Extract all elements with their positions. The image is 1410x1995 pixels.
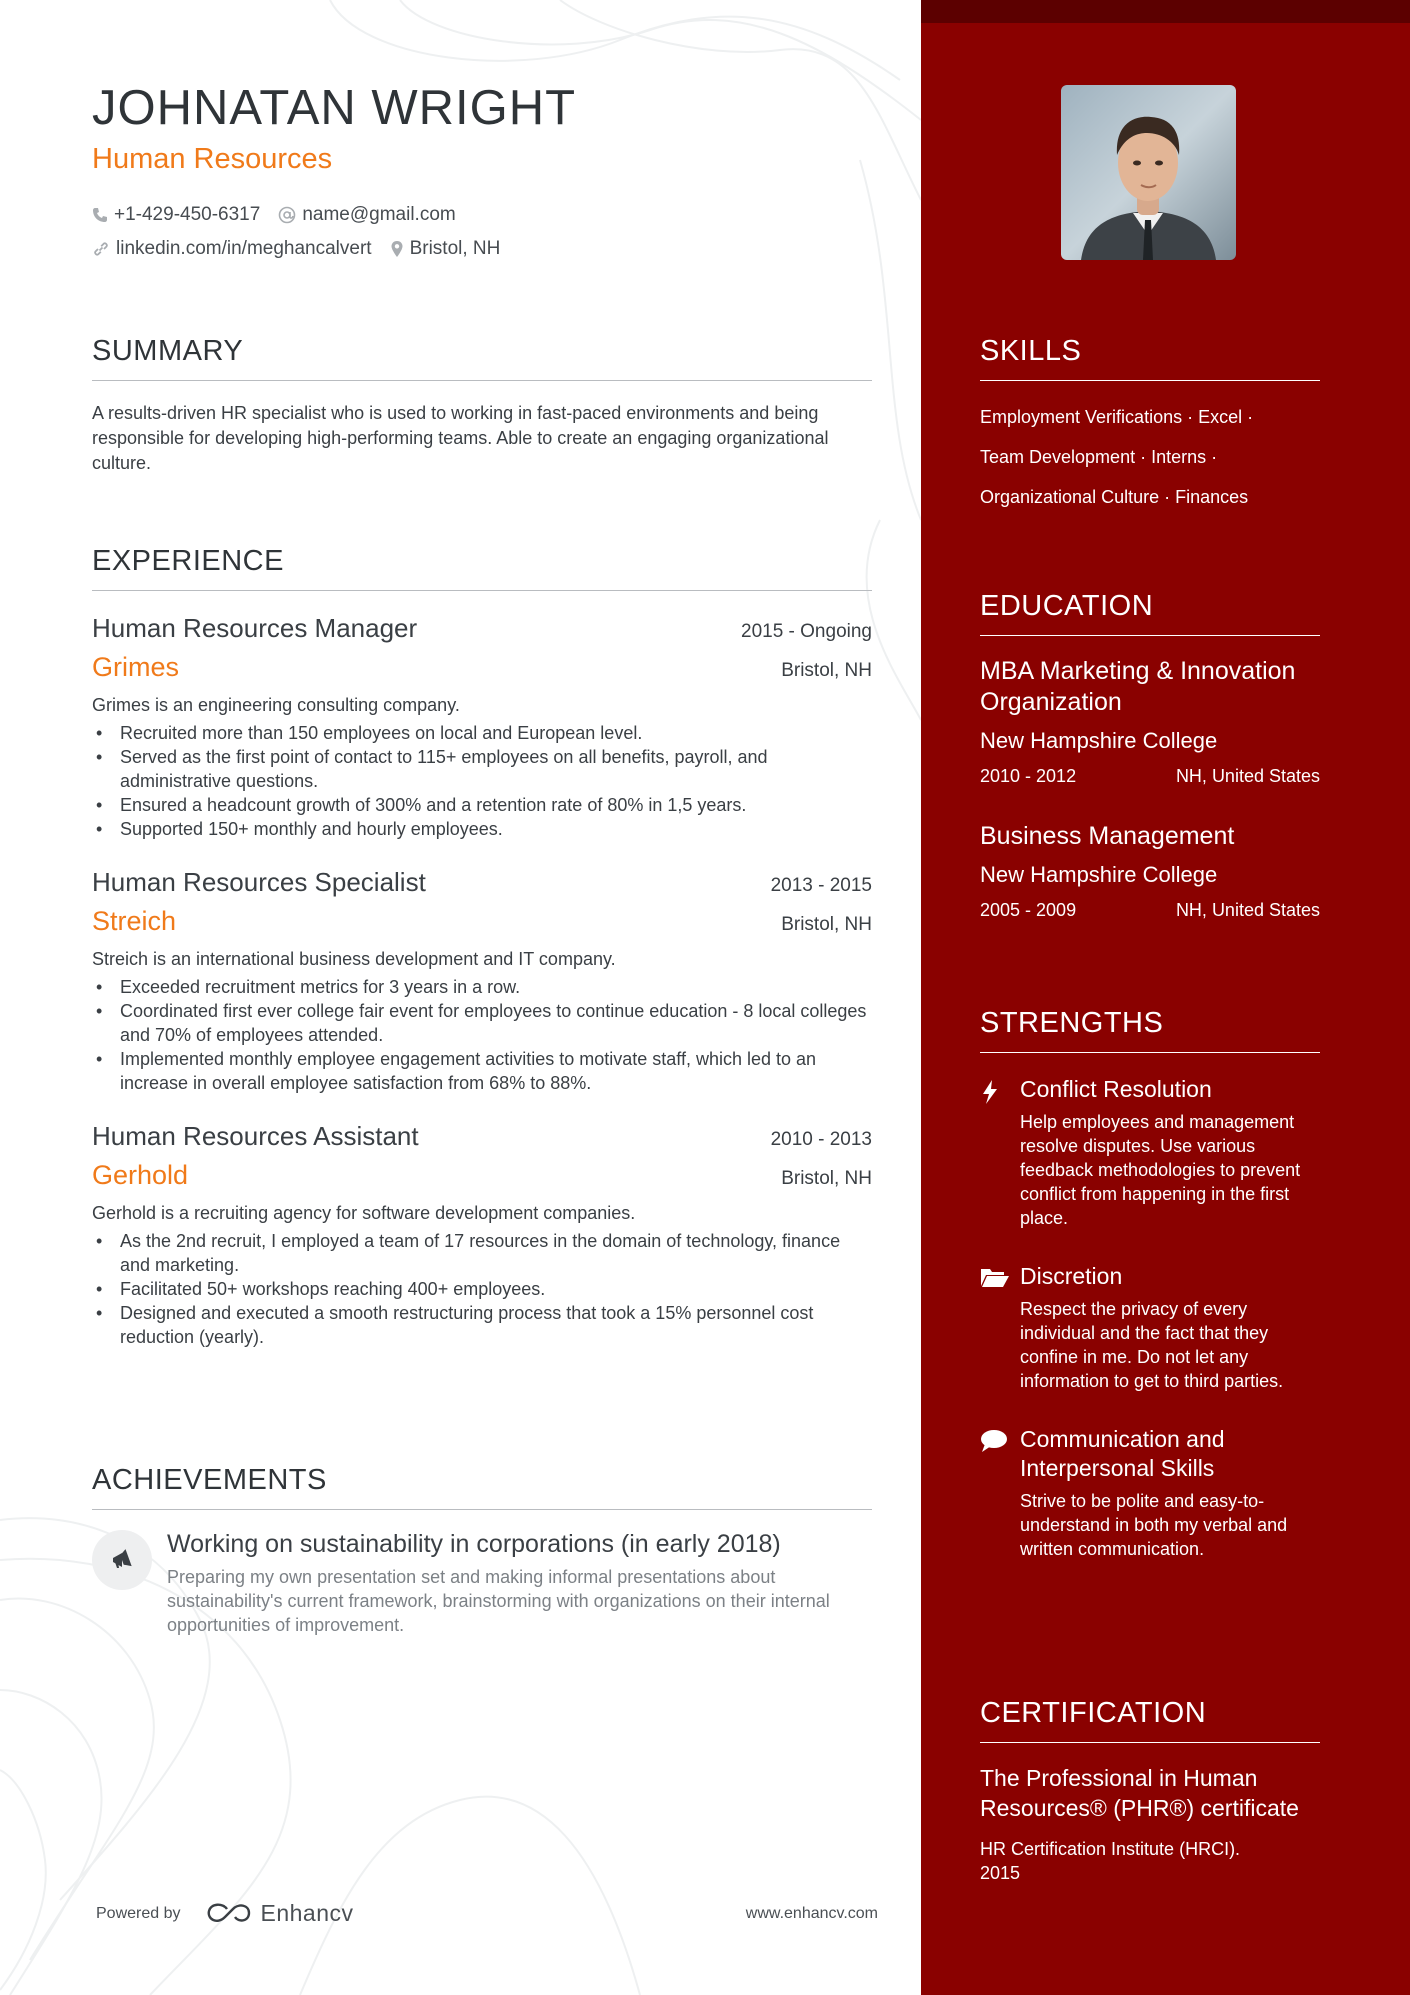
degree-name: Business Management <box>980 822 1235 850</box>
experience-heading: EXPERIENCE <box>92 545 872 591</box>
footer <box>96 1900 878 1927</box>
job-dates: 2013 - 2015 <box>770 875 872 896</box>
job-entry <box>92 1121 872 1349</box>
achievement-description: Preparing my own presentation set and making informal presentations about sustainability's current framework, brainstorming with organizations on their internal opportunities of improvement. <box>167 1567 830 1635</box>
company-description: Grimes is an engineering consulting company. <box>92 695 460 715</box>
certification-section <box>980 1697 1320 1885</box>
powered-by-label: Powered by <box>96 1904 181 1922</box>
linkedin-contact[interactable] <box>92 238 372 260</box>
enhancv-logo-icon <box>205 1901 253 1927</box>
job-title: Human Resources Manager <box>92 613 418 643</box>
education-location: NH, United States <box>1175 900 1320 920</box>
brand-name: Enhancv <box>260 1900 354 1926</box>
degree-name: MBA Marketing & Innovation Organization <box>980 657 1296 716</box>
achievement-title: Working on sustainability in corporations (in early 2018) <box>167 1530 781 1558</box>
company-name: Gerhold <box>92 1160 189 1190</box>
job-bullets <box>92 975 872 1095</box>
certification-issuer: HR Certification Institute (HRCI). <box>980 1839 1241 1859</box>
contact-info <box>92 198 872 266</box>
job-dates: 2015 - Ongoing <box>741 621 872 642</box>
strengths-heading: STRENGTHS <box>980 1007 1320 1053</box>
profile-photo <box>1061 85 1236 260</box>
strength-title: Discretion <box>1020 1263 1123 1289</box>
job-bullet: • Implemented monthly employee engagement activities to motivate staff, which led to an increase in overall employee satisfaction from 68% to 88%. <box>92 1047 872 1095</box>
education-section <box>980 590 1320 921</box>
education-dates: 2010 - 2012 <box>980 766 1077 786</box>
job-location: Bristol, NH <box>781 914 872 935</box>
map-pin-icon <box>390 240 404 258</box>
candidate-name: JOHNATAN WRIGHT <box>92 81 577 135</box>
education-heading: EDUCATION <box>980 590 1320 636</box>
location-text: Bristol, NH <box>409 238 501 259</box>
strength-title: Conflict Resolution <box>1020 1076 1212 1102</box>
achievements-section <box>92 1464 872 1637</box>
folder-open-icon <box>980 1266 1010 1288</box>
company-description: Gerhold is a recruiting agency for software development companies. <box>92 1203 636 1223</box>
website-link[interactable]: www.enhancv.com <box>745 1904 878 1922</box>
job-bullet: • Served as the first point of contact to 115+ employees on all benefits, payroll, and administrative questions. <box>92 745 872 793</box>
job-bullet: • Recruited more than 150 employees on local and European level. <box>92 721 872 745</box>
job-entry <box>92 867 872 1095</box>
job-bullets <box>92 1229 872 1349</box>
school-name: New Hampshire College <box>980 862 1218 887</box>
certification-year: 2015 <box>980 1863 1021 1883</box>
link-icon <box>92 240 110 258</box>
candidate-role: Human Resources <box>92 143 333 175</box>
achievements-heading: ACHIEVEMENTS <box>92 1464 872 1510</box>
job-bullet: • Facilitated 50+ workshops reaching 400+ employees. <box>92 1277 872 1301</box>
strength-description: Help employees and management resolve disputes. Use various feedback methodologies to prevent conflict from happening in the first place. <box>1020 1112 1301 1228</box>
skills-line: Employment Verifications · Excel · <box>980 407 1254 427</box>
skills-heading: SKILLS <box>980 335 1320 381</box>
strength-description: Respect the privacy of every individual and the fact that they confine in me. Do not let any information to get to third parties. <box>1020 1299 1284 1391</box>
sidebar <box>921 0 1410 1995</box>
education-location: NH, United States <box>1175 766 1320 786</box>
email-address: name@gmail.com <box>302 204 456 225</box>
strengths-section <box>980 1007 1320 1561</box>
skills-section <box>980 335 1320 517</box>
enhancv-logo[interactable] <box>205 1900 354 1927</box>
certification-heading: CERTIFICATION <box>980 1697 1320 1743</box>
strength-description: Strive to be polite and easy-to-understand in both my verbal and written communication. <box>1020 1491 1288 1559</box>
phone-number: +1-429-450-6317 <box>114 204 261 225</box>
job-title: Human Resources Specialist <box>92 867 426 897</box>
job-dates: 2010 - 2013 <box>770 1129 872 1150</box>
summary-section <box>92 335 872 476</box>
phone-contact[interactable] <box>92 204 260 226</box>
job-bullets <box>92 721 872 841</box>
job-entry <box>92 613 872 841</box>
experience-section <box>92 545 872 1349</box>
company-description: Streich is an international business development and IT company. <box>92 949 616 969</box>
summary-text: A results-driven HR specialist who is used to working in fast-paced environments and being responsible for developing high-performing teams. Able to create an engaging organizational culture. <box>92 403 829 473</box>
summary-heading: SUMMARY <box>92 335 872 381</box>
at-sign-icon <box>278 206 296 224</box>
strength-item <box>980 1425 1320 1561</box>
job-bullet: • Ensured a headcount growth of 300% and a retention rate of 80% in 1,5 years. <box>92 793 872 817</box>
education-item <box>980 656 1320 787</box>
location-contact <box>390 238 501 260</box>
company-name: Grimes <box>92 652 179 682</box>
email-contact[interactable] <box>278 204 455 226</box>
strength-item <box>980 1262 1320 1393</box>
school-name: New Hampshire College <box>980 728 1218 753</box>
sidebar-top-band <box>921 0 1410 23</box>
job-title: Human Resources Assistant <box>92 1121 419 1151</box>
phone-icon <box>92 207 108 223</box>
job-location: Bristol, NH <box>781 1168 872 1189</box>
strength-title: Communication and Interpersonal Skills <box>1020 1426 1225 1481</box>
job-bullet: • Coordinated first ever college fair event for employees to continue education - 8 local colleges and 70% of employees attended. <box>92 999 872 1047</box>
education-item <box>980 821 1320 921</box>
skills-line: Team Development · Interns · <box>980 447 1218 467</box>
job-bullet: • Designed and executed a smooth restructuring process that took a 15% personnel cost reduction (yearly). <box>92 1301 872 1349</box>
lightning-icon <box>980 1079 1000 1105</box>
skills-list <box>980 397 1320 517</box>
speech-bubble-icon <box>980 1429 1008 1453</box>
company-name: Streich <box>92 906 177 936</box>
achievement-item <box>92 1530 872 1637</box>
skills-line: Organizational Culture · Finances <box>980 487 1249 507</box>
linkedin-url: linkedin.com/in/meghancalvert <box>116 238 372 259</box>
job-location: Bristol, NH <box>781 660 872 681</box>
strength-item <box>980 1075 1320 1230</box>
job-bullet: • Exceeded recruitment metrics for 3 years in a row. <box>92 975 872 999</box>
education-dates: 2005 - 2009 <box>980 900 1077 920</box>
megaphone-icon <box>92 1530 152 1590</box>
certification-name: The Professional in Human Resources® (PHR®) certificate <box>980 1765 1299 1821</box>
job-bullet: • Supported 150+ monthly and hourly employees. <box>92 817 872 841</box>
job-bullet: • As the 2nd recruit, I employed a team of 17 resources in the domain of technology, finance and marketing. <box>92 1229 872 1277</box>
